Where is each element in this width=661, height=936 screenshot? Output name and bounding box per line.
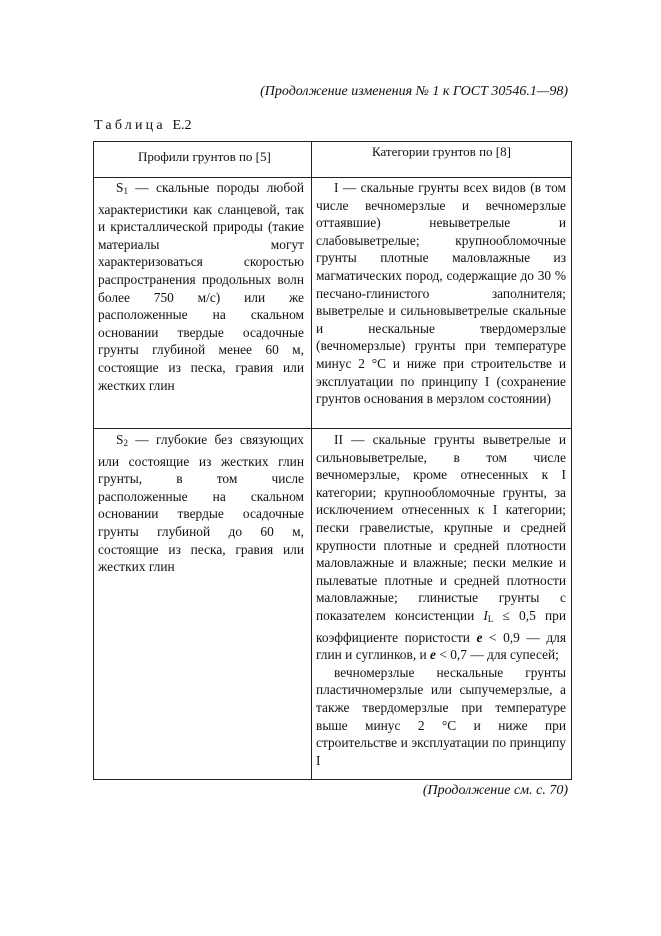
category-description: I — скальные грунты всех видов (в том числе вечномерзлые и вечномерзлые оттаявшие) невыветрелые и слабовыветрелые; крупнообломочные грунты плотные маловлажные из магматических пород, содержащие до 30 % песчано-глинистого заполнителя; выветрелые и сильновыветрелые скальные и нескальные твердомерзлые (вечномерзлые) грунты при температуре минус 2 °С и ниже при строительстве и эксплуатации по принципу I (сохранение грунтов основания в мерзлом состоянии) <box>316 180 566 407</box>
table-title-number: Е.2 <box>172 118 192 133</box>
row2-profile-cell <box>98 431 304 576</box>
table <box>93 141 572 780</box>
continuation-footer: (Продолжение см. с. 70) <box>422 783 568 798</box>
profile-subscript: 1 <box>123 186 128 196</box>
column-divider <box>311 142 312 779</box>
profile-description: — скальные породы любой характеристики как сланцевой, так и кристаллической природы (такие материалы могут характеризоваться скоростью распространения продольных волн более 750 м/с) или же расположенные на скальном основании твердые осадочные грунты глубиной менее 60 м, состоящие из песка, гравия или жестких глин <box>98 180 304 393</box>
category-description-part2: вечномерзлые нескальные грунты пластичномерзлые или сыпучемерзлые, а также твердомерзлые при температуре выше минус 2 °С и ниже при строительстве и эксплуатации по принципу I <box>316 664 566 768</box>
column-header-categories: Категории грунтов по [8] <box>372 144 511 159</box>
row2-category-cell <box>316 431 566 769</box>
profile-subscript: 2 <box>123 438 128 448</box>
profile-symbol: S <box>116 432 124 447</box>
column-header-profiles: Профили грунтов по [5] <box>138 149 271 164</box>
category-description-part1: II — скальные грунты выветрелые и сильновыветрелые, в том числе вечномерзлые, кроме отнесенных к I категории; крупнообломочные грунты, за исключением отнесенных к I категории; пески гравелистые, крупные и средней крупности плотные и средней плотности маловлажные и влажные; пески мелкие и пылеватые плотные и средней плотности маловлажные; глинистые грунты с показателем консистенции $I_L \le 0,5$ при коэффициенте пористости е < 0,9 — для глин и суглинков, и е < 0,7 — для супесей; <box>316 432 566 663</box>
header-divider <box>94 177 571 178</box>
row-divider <box>94 428 571 429</box>
profile-description: — глубокие без связующих или состоящие из жестких глин грунты, в том числе расположенные на скальном основании твердые осадочные грунты глубиной до 60 м, состоящие из песка, гравия или жестких глин <box>98 432 304 575</box>
row1-profile-cell <box>98 179 304 394</box>
table-title <box>94 118 192 134</box>
row1-category-cell <box>316 179 566 408</box>
continuation-header: (Продолжение изменения № 1 к ГОСТ 30546.1—98) <box>260 84 568 99</box>
profile-symbol: S <box>116 180 124 195</box>
table-title-label: Таблица <box>94 118 166 133</box>
